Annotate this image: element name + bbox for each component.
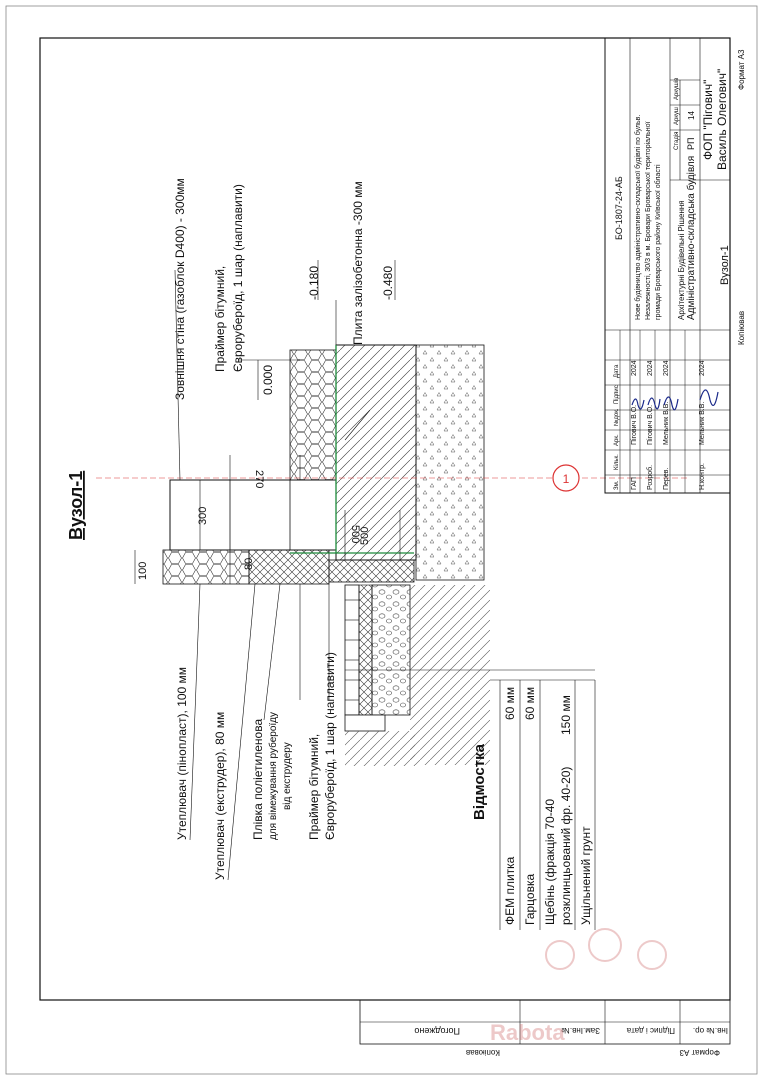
xps-insulation: [249, 550, 329, 584]
date-1: 2024: [647, 360, 654, 376]
label-foam: Утеплювач (пінопласт), 100 мм: [175, 666, 189, 840]
watermark-text: Rabota: [490, 1020, 565, 1045]
label-film-3: від екструдеру: [282, 742, 293, 810]
company-line-2: Василь Олегович": [715, 68, 729, 170]
level-zero: 0.000: [261, 364, 275, 395]
bottom-format: Формат А3: [679, 1048, 720, 1057]
dim-100: 100: [137, 561, 149, 580]
paving-tiles: [345, 585, 359, 715]
title-group: [66, 471, 86, 540]
copied-label: Копіював: [737, 310, 746, 345]
col-h-3: №док.: [614, 408, 620, 426]
label-primer-1: Праймер бітумний,: [307, 733, 321, 840]
row-4-name: Ущільнений грунт: [579, 826, 593, 925]
foam-insulation: [163, 550, 249, 584]
mortar-layer: [359, 585, 372, 715]
role-1: Розроб.: [647, 464, 654, 490]
row-1-value: 60 мм: [503, 686, 517, 720]
row-3-name-2: розклинцьований фр. 40-20): [559, 766, 573, 925]
label-film-2: для вімежування рубероїду: [268, 712, 279, 840]
person-2: Мельник В.В.: [663, 401, 670, 445]
row-3-value: 150 мм: [559, 695, 573, 735]
wall-label: Зовнішня стіна (газоблок D400) - 300мм: [173, 178, 187, 400]
axis-marker-label: 1: [562, 472, 570, 486]
gravel-base: [372, 585, 410, 715]
col-h-4: Підпис: [614, 385, 620, 404]
person-0: Пігович В.О.: [631, 404, 638, 445]
company-line-1: ФОП "Пігович": [701, 79, 715, 160]
dim-500b: 500: [359, 526, 371, 545]
dim-300: 300: [197, 506, 209, 525]
format-label: Формат А3: [737, 49, 746, 90]
primer-top-line1: Праймер бітумний,: [213, 265, 227, 372]
inv-orig-label: Інв.№ ор.: [692, 1026, 728, 1035]
project-line-1: Нове будівництво адміністративно-складської будівлі по бульв.: [635, 114, 642, 320]
doc-code: БО-1807-24-АБ: [614, 176, 624, 240]
role-0: ГАП: [631, 477, 638, 490]
person-3: Мельник В.В.: [699, 401, 706, 445]
soil-hatch: [410, 585, 490, 765]
dim-80: 80: [243, 557, 255, 570]
sheets-header: Аркушів: [674, 77, 680, 100]
bottom-copied: Копіював: [465, 1048, 500, 1057]
sheet-name: Вузол-1: [719, 245, 731, 285]
agreed-label: Погоджено: [414, 1026, 460, 1036]
stage-value: РП: [686, 137, 696, 150]
wall-foam: [290, 350, 336, 480]
watermark-helmet-1: [546, 941, 574, 969]
xps-vertical: [329, 560, 414, 582]
sand-fill: [416, 345, 484, 580]
watermark-helmet-3: [638, 941, 666, 969]
sheet-no: 14: [687, 111, 696, 120]
slab-label: Плита залізобетонна -300 мм: [351, 181, 365, 345]
row-2-name: Гарцовка: [523, 873, 537, 925]
level-minus180: -0.180: [307, 265, 321, 300]
section-name: Архітектурні Будівельні Рішення: [677, 200, 686, 320]
curb: [345, 715, 385, 731]
title-block: [605, 38, 746, 493]
watermark-helmet-2: [589, 929, 621, 961]
label-xps: Утеплювач (екструдер), 80 мм: [213, 711, 227, 880]
col-h-0: Зм.: [614, 480, 620, 490]
primer-top-line2: Єврорубероїд, 1 шар (наплавити): [231, 184, 245, 372]
date-2: 2024: [663, 360, 670, 376]
dim-270: 270: [253, 470, 265, 489]
person-1: Пігович В.О.: [647, 404, 654, 445]
row-3-name-1: Щебінь (фракція 70-40: [543, 798, 557, 925]
stage-header: Стадія: [674, 131, 680, 150]
col-h-2: Арк.: [614, 434, 620, 446]
replace-inv-label: Зам.Інв.№: [561, 1026, 600, 1035]
label-film-1: Плівка поліетиленова: [251, 718, 265, 840]
sign-date-label: Підпис і дата: [626, 1026, 675, 1035]
aerated-wall: [170, 480, 336, 550]
concrete-slab: [336, 345, 416, 560]
vidmostka-title: Відмостка: [471, 744, 488, 820]
date-3: 2024: [699, 360, 706, 376]
project-line-2: Незалежності, 30/3 в м. Бровари Броварської територіальної: [645, 121, 652, 320]
sheet-header: Аркуш: [674, 107, 680, 125]
role-2: Перев.: [663, 467, 670, 490]
dim-500a: 500: [349, 525, 361, 544]
row-2-value: 60 мм: [523, 686, 537, 720]
date-0: 2024: [631, 360, 638, 376]
node-title: Вузол-1: [66, 470, 86, 540]
building-name: Адміністративно-складська будівля: [686, 155, 697, 320]
project-line-3: громади Броварського району Київської області: [655, 164, 662, 320]
label-primer-2: Єврорубероїд, 1 шар (наплавити): [323, 652, 337, 840]
row-1-name: ФЕМ плитка: [503, 856, 517, 925]
role-3: Н.контр.: [699, 463, 706, 490]
col-h-5: Дата: [614, 364, 620, 378]
col-h-1: Кільк.: [614, 454, 620, 470]
level-minus480: -0.480: [381, 265, 395, 300]
